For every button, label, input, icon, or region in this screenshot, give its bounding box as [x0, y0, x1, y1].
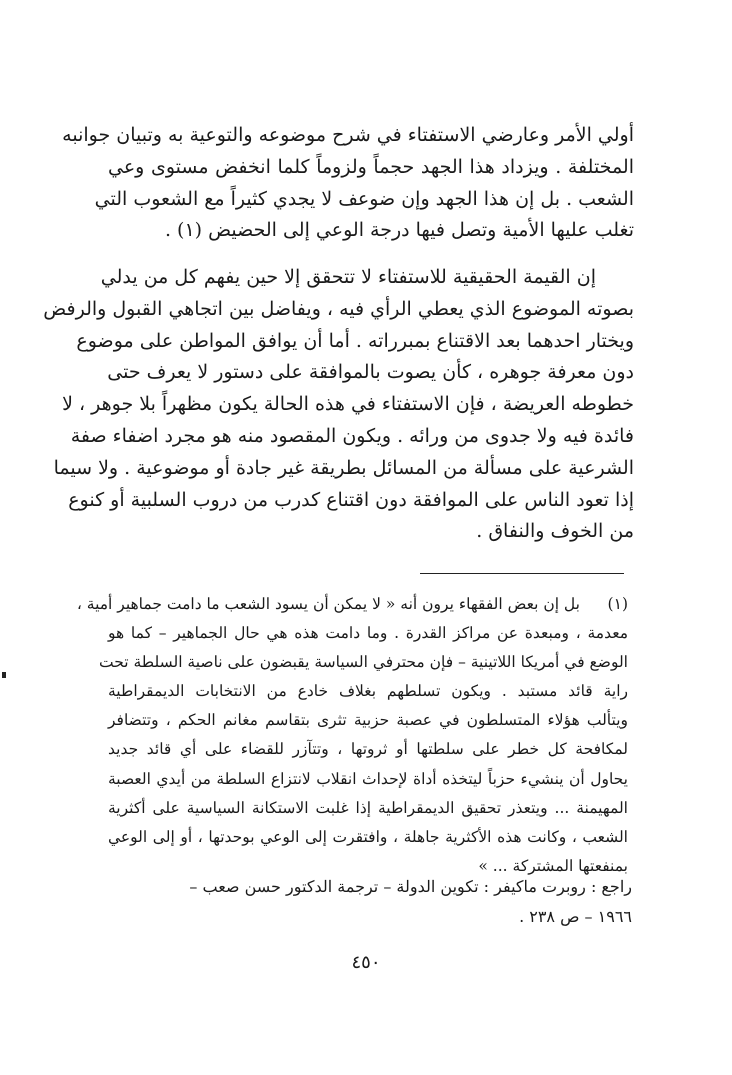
footnote-line: بمنفعتها المشتركة ... »	[478, 856, 628, 875]
paragraph-1-line: الشعب . بل إن هذا الجهد وإن ضوعف لا يجدي كثيراً مع الشعوب التي	[94, 187, 634, 210]
paragraph-2	[43, 262, 634, 548]
paragraph-2-line: فائدة فيه ولا جدوى من ورائه . ويكون المقصود منه هو مجرد اضفاء صفة	[70, 424, 634, 447]
footnote-line: المهيمنة ... ويتعذر تحقيق الديمقراطية إذا غلبت الاستكانة السياسية على أكثرية	[108, 798, 628, 817]
paragraph-2-line: خطوطه العريضة ، فإن الاستفتاء في هذه الحالة يكون مظهراً بلا جوهر ، لا	[62, 393, 634, 416]
footnote-marker: (١)	[607, 595, 628, 613]
footnote-line: الوضع في أمريكا اللاتينية – فإن محترفي السياسة يقبضون على ناصية السلطة تحت	[99, 653, 628, 672]
paragraph-1-line: تغلب عليها الأمية وتصل فيها درجة الوعي إلى الحضيض (١) .	[164, 219, 634, 242]
footnote-line: يحاول أن ينشيء حزباً ليتخذه أداة لإحداث انقلاب لانتزاع السلطة من أيدي العصبة	[108, 769, 628, 788]
paragraph-2-line: إن القيمة الحقيقية للاستفتاء لا تتحقق إلا حين يفهم كل من يدلي	[100, 266, 596, 288]
paragraph-2-line: إذا تعود الناس على الموافقة دون اقتناع كدرب من دروب السلبية أو كنوع	[68, 488, 634, 511]
paragraph-1-line: المختلفة . ويزداد هذا الجهد حجماً ولزوماً كلما انخفض مستوى وعي	[108, 155, 634, 178]
footnote-line: الشعب ، وكانت هذه الأكثرية جاهلة ، وافتقرت إلى الوعي بوحدتها ، أو إلى الوعي	[108, 827, 628, 846]
footnote-divider	[420, 573, 624, 574]
paragraph-2-line: الشرعية على مسألة من المسائل بطريقة غير جادة أو موضوعية . ولا سيما	[53, 456, 634, 479]
footnote-reference	[108, 872, 632, 932]
footnote-line: معدمة ، ومبعدة عن مراكز القدرة . وما دامت هذه هي حال الجماهير – كما هو	[108, 624, 628, 643]
page-number: ٤٥٠	[351, 952, 381, 973]
scan-edge-mark	[2, 672, 6, 678]
footnote-line: ويتألب هؤلاء المتسلطون في عصبة حزبية تثرى بتقاسم مغانم الحكم ، وتتضافر	[108, 711, 628, 730]
paragraph-2-line: بصوته الموضوع الذي يعطي الرأي فيه ، ويفاضل بين اتجاهي القبول والرفض	[43, 297, 634, 320]
footnote-line: بل إن بعض الفقهاء يرون أنه « لا يمكن أن يسود الشعب ما دامت جماهير أمية ،	[76, 595, 580, 613]
reference-line: راجع : روبرت ماكيفر : تكوين الدولة – ترجمة الدكتور حسن صعب –	[189, 877, 632, 896]
paragraph-1	[62, 120, 634, 247]
paragraph-2-line: من الخوف والنفاق .	[476, 520, 634, 543]
reference-line: ١٩٦٦ – ص ٢٣٨ .	[519, 907, 632, 926]
paragraph-2-line: ويختار احدهما بعد الاقتناع بمبرراته . أما أن يوافق المواطن على موضوع	[76, 329, 634, 352]
footnote	[76, 590, 628, 881]
paragraph-2-line: دون معرفة جوهره ، كأن يصوت بالموافقة على دستور لا يعرف حتى	[107, 361, 634, 384]
footnote-line: راية قائد مستبد . ويكون تسلطهم بغلاف خادع من الانتخابات الديمقراطية	[108, 682, 628, 701]
footnote-line: لمكافحة كل خطر على سلطتها أو ثروتها ، وتتآزر للقضاء على أي قائد جديد	[108, 740, 628, 759]
paragraph-1-line: أولي الأمر وعارضي الاستفتاء في شرح موضوعه والتوعية به وتبيان جوانبه	[62, 124, 634, 146]
